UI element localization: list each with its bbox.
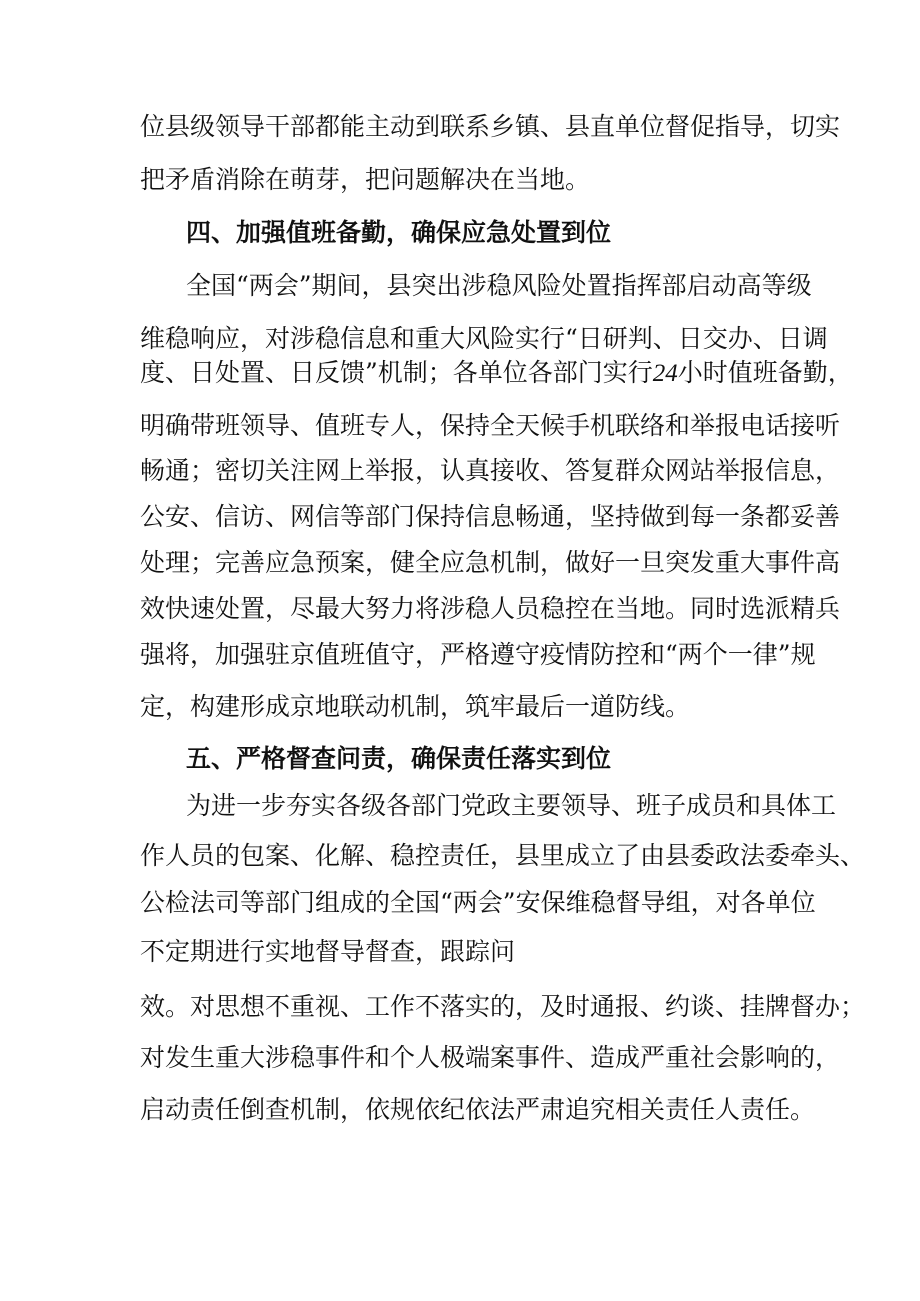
body-text-line: 公检法司等部门组成的全国“两会”安保维稳督导组，对各单位 (140, 888, 816, 917)
body-text-line: 处理；完善应急预案，健全应急机制，做好一旦突发重大事件高 (140, 548, 841, 577)
body-text-line: 公安、信访、网信等部门保持信息畅通，坚持做到每一条都妥善 (140, 502, 841, 531)
body-text-segment: 度、日处置、日反馈”机制；各单位各部门实行 (140, 358, 653, 387)
body-text-line (140, 355, 853, 392)
body-text-line: 不定期进行实地督导督查，跟踪问 (140, 937, 516, 966)
body-text-line: 对发生重大涉稳事件和个人极端案事件、造成严重社会影响的， (140, 1043, 841, 1072)
body-text-line: 全国“两会”期间，县突出涉稳风险处置指挥部启动高等级 (186, 271, 812, 300)
body-text-line: 把矛盾消除在萌芽，把问题解决在当地。 (140, 165, 591, 194)
body-text-line: 畅通；密切关注网上举报，认真接收、答复群众网站举报信息， (140, 456, 841, 485)
body-text-line: 启动责任倒查机制，依规依纪依法严肃追究相关责任人责任。 (140, 1095, 816, 1124)
body-text-line: 为进一步夯实各级各部门党政主要领导、班子成员和具体工 (186, 791, 837, 820)
body-text-segment: 小时值班备勤， (677, 358, 853, 387)
hours-number: 24 (652, 360, 678, 387)
body-text-line: 维稳响应，对涉稳信息和重大风险实行“日研判、日交办、日调 (140, 324, 828, 353)
body-text-line: 定，构建形成京地联动机制，筑牢最后一道防线。 (140, 692, 691, 721)
body-text-line: 明确带班领导、值班专人，保持全天候手机联络和举报电话接听 (140, 411, 841, 440)
body-text-line: 效。对思想不重视、工作不落实的，及时通报、约谈、挂牌督办； (140, 992, 866, 1021)
body-text-line: 强将，加强驻京值班值守，严格遵守疫情防控和“两个一律”规 (140, 640, 816, 669)
body-text-line: 效快速处置，尽最大努力将涉稳人员稳控在当地。同时选派精兵 (140, 594, 841, 623)
body-text-line: 作人员的包案、化解、稳控责任，县里成立了由县委政法委牵头、 (140, 841, 866, 870)
body-text-line: 位县级领导干部都能主动到联系乡镇、县直单位督促指导，切实 (140, 112, 841, 141)
section-heading: 四、加强值班备勤，确保应急处置到位 (186, 218, 612, 247)
section-heading: 五、严格督查问责，确保责任落实到位 (186, 744, 612, 773)
